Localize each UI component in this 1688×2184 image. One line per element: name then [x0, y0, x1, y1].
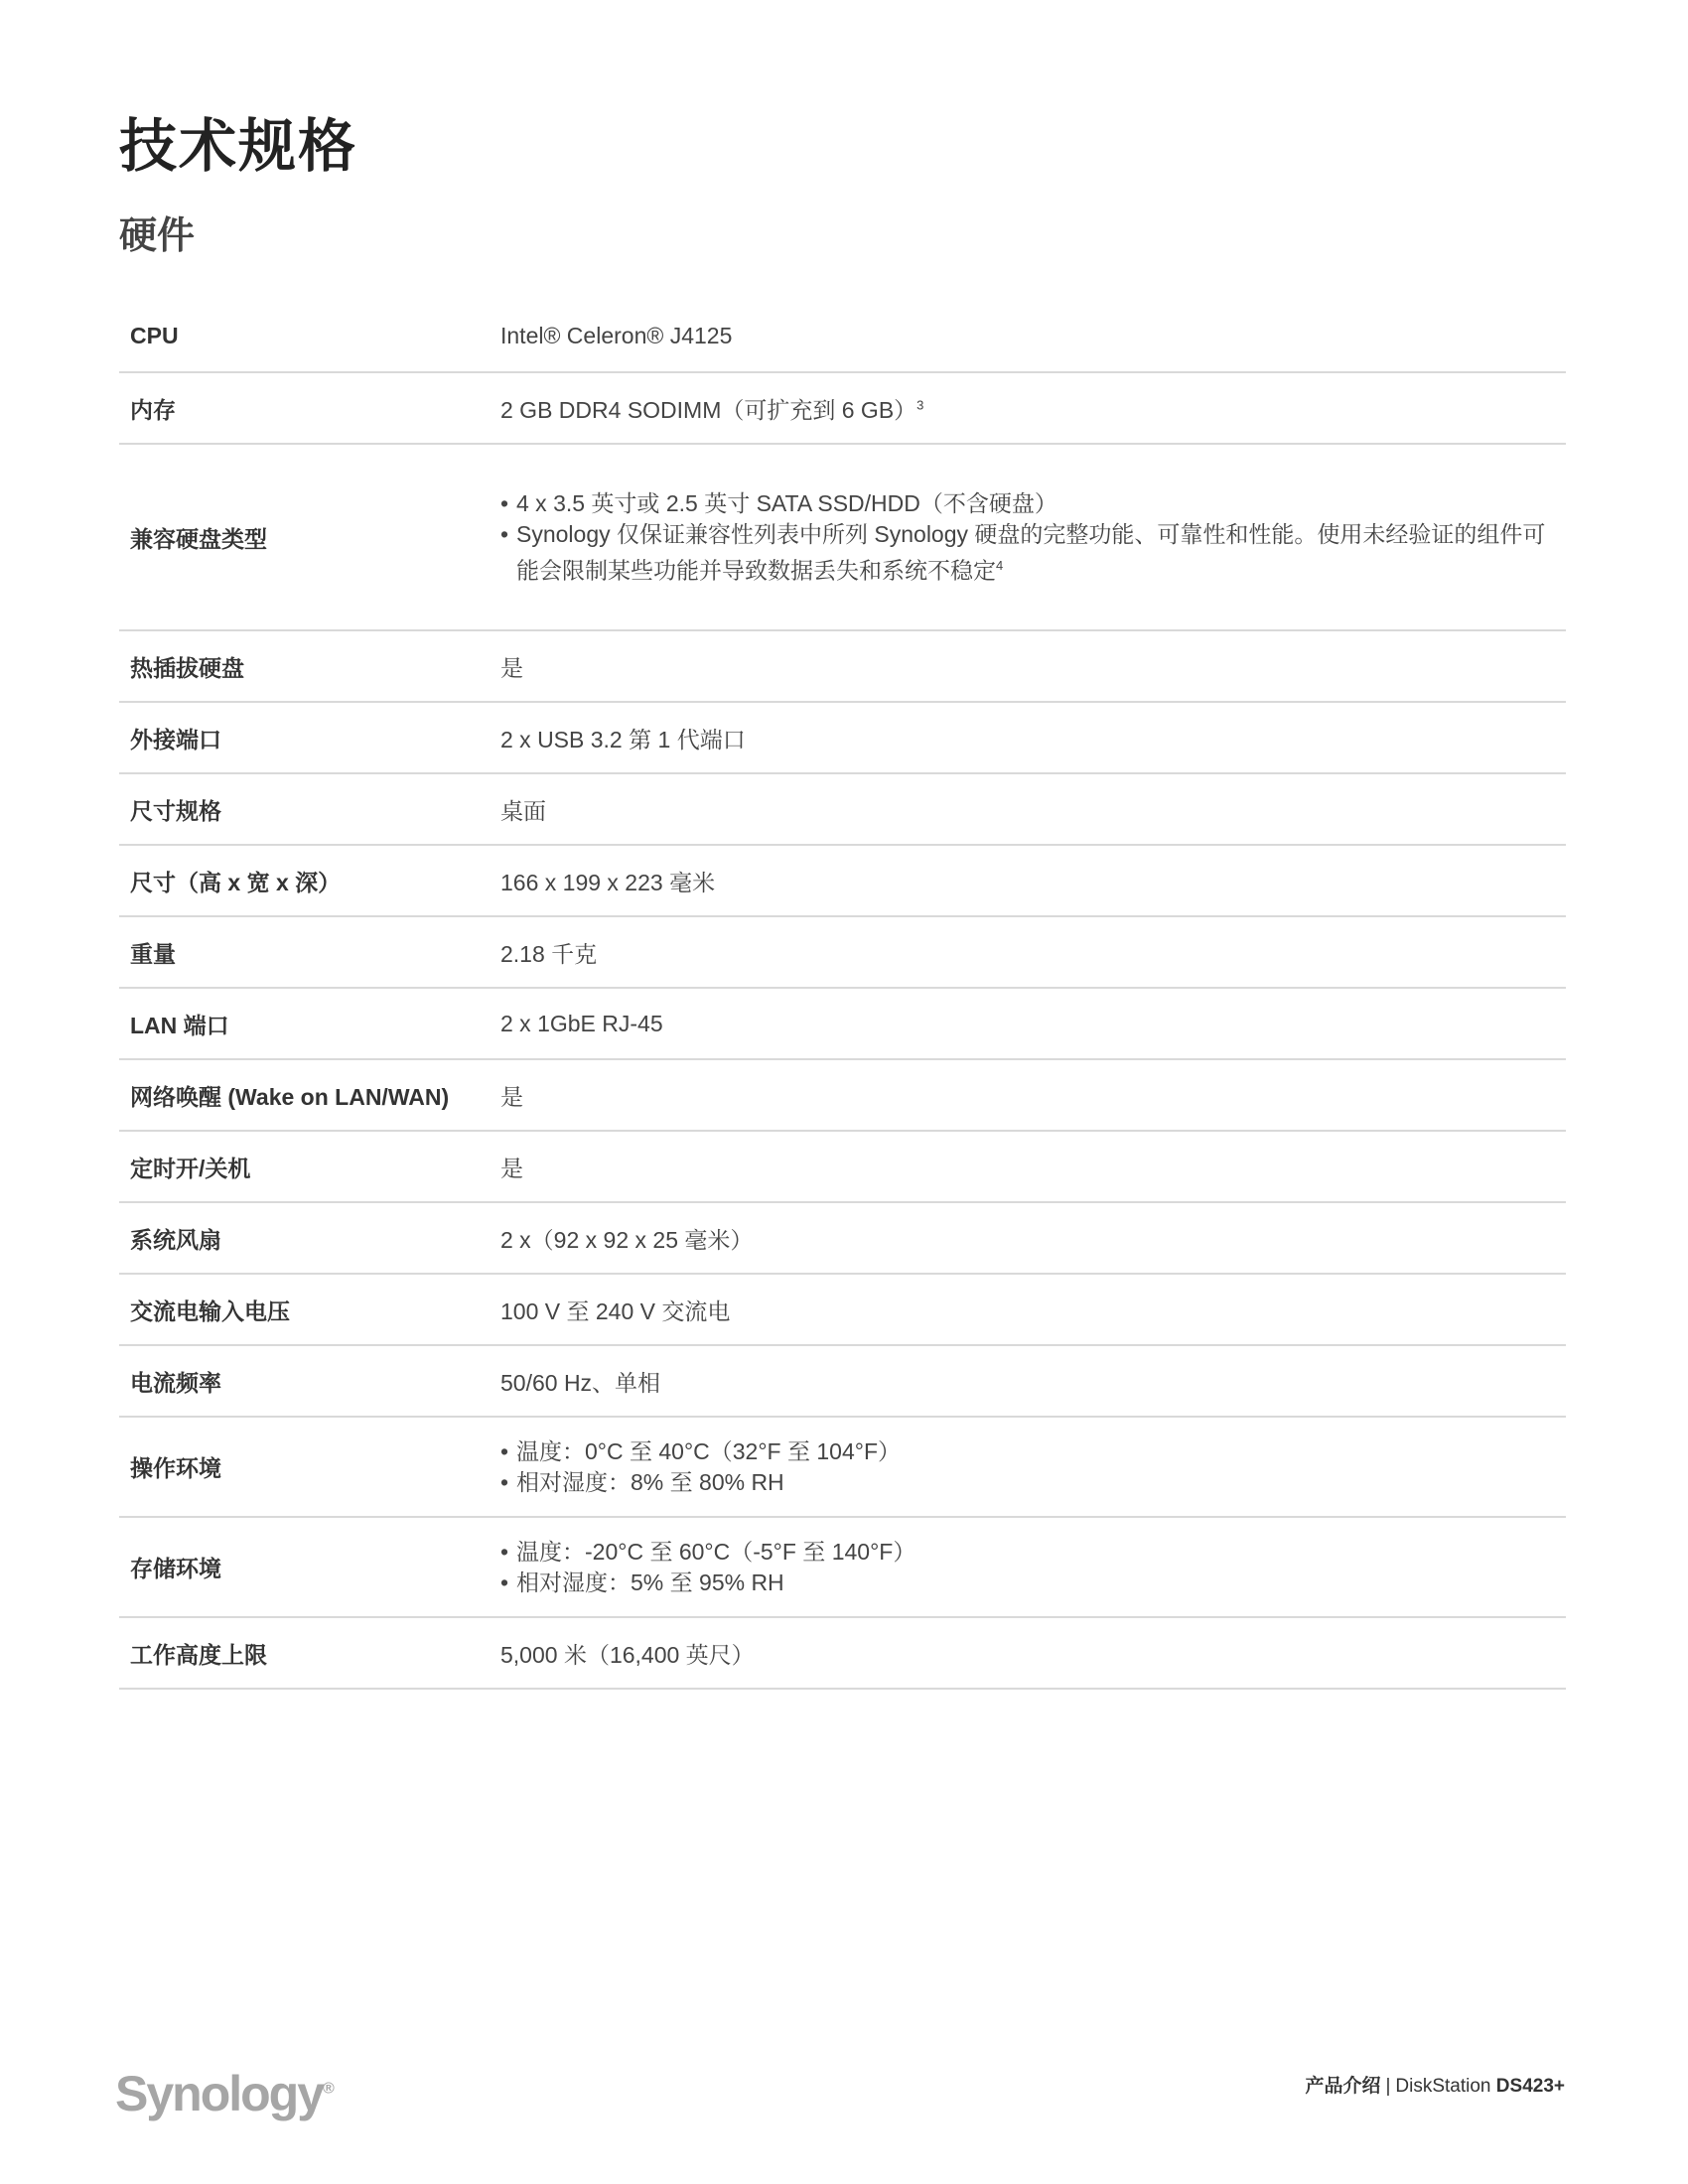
section-title: 硬件 [119, 213, 196, 257]
spec-label: 交流电输入电压 [130, 1297, 290, 1324]
page-title: 技术规格 [119, 112, 358, 180]
spec-bullet-text: 相对湿度：5% 至 95% RH [516, 1569, 784, 1595]
spec-bullet-text: Synology 仅保证兼容性列表中所列 Synology 硬盘的完整功能、可靠性和性能。使用未经验证的组件可能会限制某些功能并导致数据丢失和系统不稳定 [516, 520, 1546, 584]
spec-row [119, 702, 1566, 773]
footer-product-info [1305, 2071, 1565, 2098]
spec-bullet-text: 温度：-20°C 至 60°C（-5°F 至 140°F） [516, 1538, 916, 1565]
spec-value [500, 1059, 1566, 1131]
spec-table-body [119, 301, 1566, 1689]
registered-mark: ® [323, 2080, 335, 2098]
spec-label: 内存 [130, 396, 176, 423]
spec-value [500, 372, 1566, 444]
spec-value-text: 是 [500, 654, 523, 681]
spec-bullet-text: 4 x 3.5 英寸或 2.5 英寸 SATA SSD/HDD（不含硬盘） [516, 489, 1057, 516]
spec-label: 尺寸规格 [130, 797, 221, 824]
spec-row [119, 1059, 1566, 1131]
spec-row [119, 988, 1566, 1059]
spec-row [119, 916, 1566, 988]
spec-row [119, 1417, 1566, 1517]
spec-bullet-item [500, 1568, 1566, 1598]
spec-label: 网络唤醒 (Wake on LAN/WAN) [130, 1083, 450, 1110]
spec-row [119, 1517, 1566, 1617]
spec-label: 工作高度上限 [130, 1641, 267, 1668]
spec-value-text: 166 x 199 x 223 毫米 [500, 869, 716, 895]
spec-value-text: 2 x USB 3.2 第 1 代端口 [500, 726, 746, 752]
spec-value-text: 2 x 1GbE RJ-45 [500, 1010, 663, 1036]
spec-label: 存储环境 [130, 1556, 221, 1581]
spec-value [500, 1202, 1566, 1274]
spec-value [500, 1131, 1566, 1202]
spec-label: CPU [130, 323, 179, 348]
spec-bullet-item [500, 488, 1566, 519]
spec-label: 外接端口 [130, 726, 221, 752]
spec-bullet-list [500, 1436, 1566, 1498]
spec-row [119, 845, 1566, 916]
spec-bullet-text: 相对湿度：8% 至 80% RH [516, 1468, 784, 1495]
spec-label: 尺寸（高 x 宽 x 深） [130, 869, 342, 895]
spec-row [119, 444, 1566, 630]
spec-label: 定时开/关机 [130, 1155, 251, 1181]
spec-value-text: 2 x（92 x 92 x 25 毫米） [500, 1226, 754, 1253]
spec-row [119, 1274, 1566, 1345]
spec-value-text: 是 [500, 1083, 523, 1110]
spec-row [119, 1345, 1566, 1417]
spec-value [500, 845, 1566, 916]
spec-value-text: 5,000 米（16,400 英尺） [500, 1641, 755, 1668]
spec-value-text: Intel® Celeron® J4125 [500, 323, 733, 348]
spec-value [500, 702, 1566, 773]
spec-label: LAN 端口 [130, 1012, 229, 1038]
spec-row [119, 301, 1566, 372]
footer-model: DS423+ [1495, 2076, 1565, 2097]
spec-value-text: 2.18 千克 [500, 940, 598, 967]
spec-bullet-text: 温度：0°C 至 40°C（32°F 至 104°F） [516, 1437, 902, 1464]
spec-row [119, 1131, 1566, 1202]
footer-doc-type: 产品介绍 [1305, 2076, 1381, 2097]
spec-value-text: 2 GB DDR4 SODIMM（可扩充到 6 GB） [500, 396, 917, 423]
spec-bullet-item [500, 519, 1566, 587]
spec-label: 重量 [130, 940, 176, 967]
spec-bullet-item [500, 1436, 1566, 1467]
spec-value [500, 630, 1566, 702]
spec-bullet-item [500, 1467, 1566, 1498]
spec-row [119, 773, 1566, 845]
spec-label: 热插拔硬盘 [130, 654, 244, 681]
footer-product-line: DiskStation [1395, 2076, 1491, 2097]
logo-text: Synology [115, 2066, 324, 2121]
spec-bullet-list [500, 1537, 1566, 1598]
spec-value [500, 301, 1566, 372]
spec-bullet-item [500, 1537, 1566, 1568]
spec-row [119, 630, 1566, 702]
spec-row [119, 1202, 1566, 1274]
spec-value-text: 100 V 至 240 V 交流电 [500, 1297, 731, 1324]
spec-label: 系统风扇 [130, 1226, 221, 1253]
spec-value [500, 773, 1566, 845]
spec-value [500, 1345, 1566, 1417]
footnote-marker: 3 [916, 396, 924, 412]
spec-table [119, 301, 1566, 1690]
spec-label: 电流频率 [130, 1369, 221, 1396]
spec-value [500, 444, 1566, 630]
spec-value [500, 1617, 1566, 1689]
spec-value-text: 50/60 Hz、单相 [500, 1369, 661, 1396]
spec-value [500, 988, 1566, 1059]
spec-label: 兼容硬盘类型 [130, 525, 267, 552]
spec-value-text: 桌面 [500, 797, 546, 824]
footer-separator: | [1385, 2076, 1391, 2097]
spec-label: 操作环境 [130, 1455, 221, 1481]
spec-row [119, 1617, 1566, 1689]
spec-value [500, 1417, 1566, 1517]
spec-row [119, 372, 1566, 444]
footnote-marker: 4 [996, 557, 1004, 573]
spec-value [500, 1274, 1566, 1345]
spec-value-text: 是 [500, 1155, 523, 1181]
spec-value [500, 916, 1566, 988]
synology-logo [115, 2065, 335, 2122]
spec-bullet-list [500, 488, 1566, 587]
spec-value [500, 1517, 1566, 1617]
